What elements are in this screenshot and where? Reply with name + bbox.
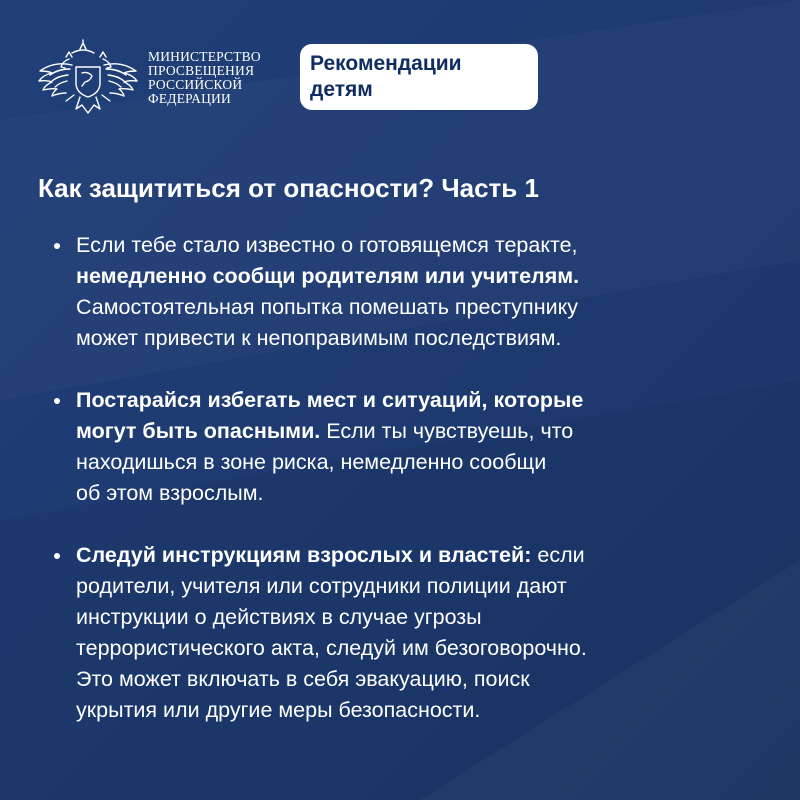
recommendation-text (76, 230, 772, 354)
text-line (76, 323, 772, 354)
text-line (76, 447, 772, 478)
recommendation-item (52, 540, 772, 726)
regular-text: находишься в зоне риска, немедленно сообщи (76, 450, 547, 474)
bullet-dot-icon (54, 243, 60, 249)
emphasis-text: Следуй инструкциям взрослых и властей: (76, 543, 532, 567)
badge-line: Рекомендации (310, 52, 462, 75)
recommendation-item (52, 385, 772, 509)
text-line (76, 230, 772, 261)
regular-text: Самостоятельная попытка помешать преступнику (76, 295, 578, 319)
regular-text: Если тебе стало известно о готовящемся теракте, (76, 233, 578, 257)
ministry-name (148, 50, 261, 106)
bullet-dot-icon (54, 553, 60, 559)
text-line (76, 416, 772, 447)
bullet-dot-icon (54, 398, 60, 404)
recommendation-text (76, 540, 772, 726)
recommendation-item (52, 230, 772, 354)
text-line (76, 385, 772, 416)
regular-text: инструкции о действиях в случае угрозы (76, 605, 482, 629)
regular-text: может привести к непоправимым последствиям. (76, 326, 562, 350)
text-line (76, 478, 772, 509)
category-badge (300, 44, 538, 110)
text-line (76, 695, 772, 726)
text-line (76, 633, 772, 664)
text-line (76, 292, 772, 323)
text-line (76, 664, 772, 695)
ministry-line: ПРОСВЕЩЕНИЯ (148, 63, 255, 78)
text-line (76, 571, 772, 602)
badge-line: детям (310, 78, 373, 101)
ministry-line: ФЕДЕРАЦИИ (148, 91, 231, 106)
regular-text: Если ты чувствуешь, что (320, 419, 574, 443)
emphasis-text: немедленно сообщи родителям или учителям. (76, 264, 580, 288)
regular-text: об этом взрослым. (76, 481, 264, 505)
text-line (76, 602, 772, 633)
regular-text: если (531, 543, 585, 567)
ministry-line: РОССИЙСКОЙ (148, 77, 243, 92)
double-headed-eagle-icon (36, 39, 140, 117)
emphasis-text: могут быть опасными. (76, 419, 321, 443)
page-title: Как защититься от опасности? Часть 1 (38, 173, 539, 203)
header (36, 38, 261, 118)
regular-text: укрытия или другие меры безопасности. (76, 698, 481, 722)
regular-text: Это может включать в себя эвакуацию, поиск (76, 667, 530, 691)
text-line (76, 540, 772, 571)
emphasis-text: Постарайся избегать мест и ситуаций, которые (76, 388, 584, 412)
text-line (76, 261, 772, 292)
recommendation-text (76, 385, 772, 509)
ministry-line: МИНИСТЕРСТВО (148, 49, 261, 64)
regular-text: родители, учителя или сотрудники полиции дают (76, 574, 567, 598)
regular-text: террористического акта, следуй им безоговорочно. (76, 636, 587, 660)
recommendation-list (52, 230, 772, 757)
